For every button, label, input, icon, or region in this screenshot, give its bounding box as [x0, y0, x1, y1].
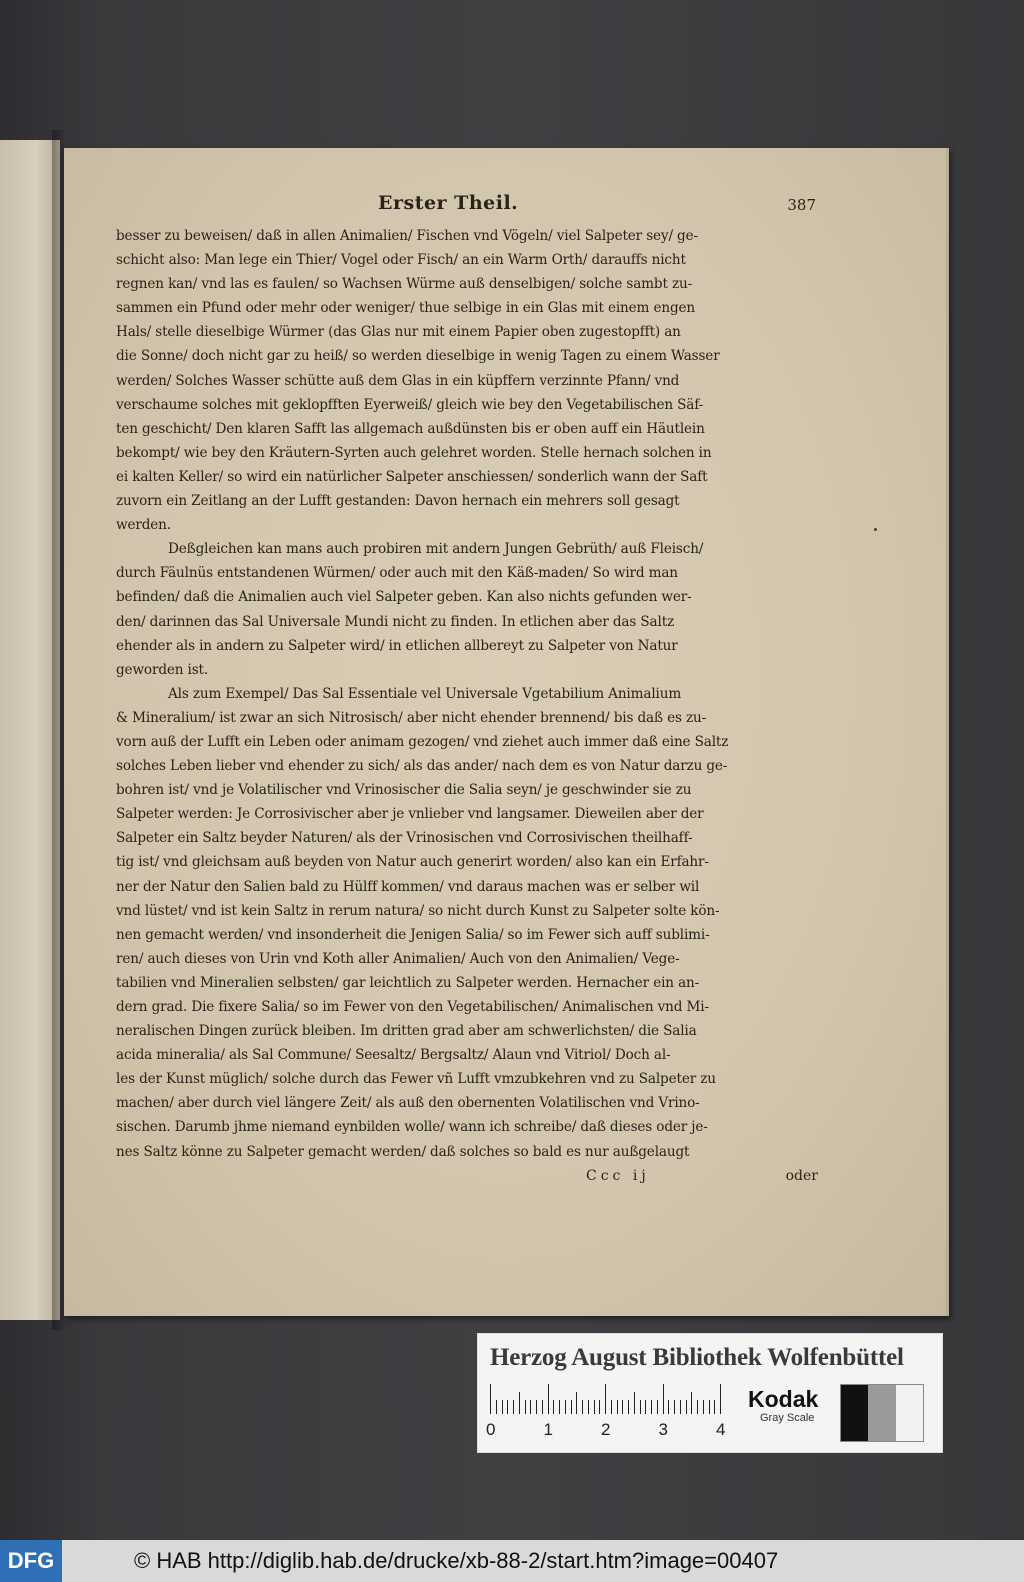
text-line: ren/ auch dieses von Urin vnd Koth aller Animalien/ Auch von den Animalien/ Vege- [116, 950, 680, 967]
ruler-tick [502, 1400, 503, 1414]
ruler-tick [548, 1384, 549, 1414]
text-line: vorn auß der Lufft ein Leben oder animam gezogen/ vnd ziehet auch immer daß eine Saltz [116, 733, 729, 750]
catchword: oder [785, 1167, 818, 1184]
ruler-tick [720, 1384, 721, 1414]
page-footer-line [116, 1166, 822, 1192]
text-line: nes Saltz könne zu Salpeter gemacht werden/ daß solches so bald es nur außgelaugt [116, 1143, 690, 1160]
text-line: regnen kan/ vnd las es faulen/ so Wachsen Würme auß denselbigen/ solche sambt zu- [116, 276, 693, 293]
ruler-tick [513, 1400, 514, 1414]
ruler-tick [628, 1400, 629, 1414]
gray-scale-label: Gray Scale [760, 1412, 815, 1424]
ruler-tick [640, 1400, 641, 1414]
ruler-tick [605, 1384, 606, 1414]
ruler-tick [553, 1400, 554, 1414]
ruler-tick [674, 1400, 675, 1414]
ruler-tick [496, 1400, 497, 1414]
paragraph [116, 537, 822, 682]
text-line: die Sonne/ doch nicht gar zu heiß/ so werden dieselbige in wenig Tagen zu einem Wasser [116, 348, 720, 365]
ruler-number: 1 [543, 1420, 553, 1439]
page-text-block [116, 190, 822, 1192]
text-line: den/ darinnen das Sal Universale Mundi nicht zu finden. In etlichen aber das Saltz [116, 613, 675, 630]
ink-spot [874, 528, 877, 531]
text-line: Als zum Exempel/ Das Sal Essentiale vel Universale Vgetabilium Animalium [168, 685, 682, 702]
ruler-tick [657, 1400, 658, 1414]
ruler-tick [714, 1400, 715, 1414]
ruler-tick [686, 1400, 687, 1414]
ruler-tick [582, 1400, 583, 1414]
ruler-tick [588, 1400, 589, 1414]
ruler-scale [490, 1384, 734, 1414]
text-line: ten geschicht/ Den klaren Safft las allgemach außdünsten bis er oben auff ein Häutlein [116, 420, 705, 437]
text-line: nen gemacht werden/ vnd insonderheit die Jenigen Salia/ so im Fewer sich auff sublimi- [116, 926, 710, 943]
text-line: werden/ Solches Wasser schütte auß dem Glas in ein küpffern verzinnte Pfann/ vnd [116, 372, 680, 389]
page-number: 387 [787, 196, 816, 214]
left-page-edge [0, 140, 60, 1320]
ruler-tick [622, 1400, 623, 1414]
copyright-url[interactable]: © HAB http://diglib.hab.de/drucke/xb-88-2/start.htm?image=00407 [134, 1548, 779, 1573]
dfg-logo: DFG [0, 1540, 62, 1582]
text-line: Deßgleichen kan mans auch probiren mit andern Jungen Gebrüth/ auß Fleisch/ [168, 541, 704, 558]
text-line: ei kalten Keller/ so wird ein natürlicher Salpeter anschiessen/ sonderlich wann der Saft [116, 468, 708, 485]
color-reference-card [478, 1334, 942, 1452]
text-line: machen/ aber durch viel längere Zeit/ als auß den obernenten Volatilischen vnd Vrino- [116, 1095, 700, 1112]
text-line: sammen ein Pfund oder mehr oder weniger/ thue selbige in ein Glas mit einem engen [116, 300, 695, 317]
ruler-number: 2 [601, 1420, 611, 1439]
text-line: Salpeter werden: Je Corrosivischer aber je vnlieber vnd langsamer. Dieweilen aber der [116, 806, 704, 823]
ruler-tick [519, 1392, 520, 1414]
ruler-tick [542, 1400, 543, 1414]
ruler-tick [490, 1384, 491, 1414]
ruler-tick [571, 1400, 572, 1414]
text-line: zuvorn ein Zeitlang an der Lufft gestanden: Davon hernach ein mehrers soll gesagt [116, 493, 680, 510]
ruler-tick [559, 1400, 560, 1414]
ruler-tick [645, 1400, 646, 1414]
gray-swatches [840, 1384, 924, 1442]
text-line: bohren ist/ vnd je Volatilischer vnd Vrinosischer die Salia seyn/ je geschwinder sie zu [116, 782, 692, 799]
text-line: acida mineralia/ als Sal Commune/ Seesaltz/ Bergsaltz/ Alaun vnd Vitriol/ Doch al- [116, 1047, 671, 1064]
text-line: solches Leben lieber vnd ehender zu sich/ als das ander/ nach dem es von Natur darzu ge- [116, 758, 728, 775]
library-name: Herzog August Bibliothek Wolfenbüttel [490, 1344, 904, 1371]
ruler-tick [663, 1384, 664, 1414]
text-line: tabilien vnd Mineralien selbsten/ gar leichtlich zu Salpeter werden. Hernacher ein an- [116, 974, 700, 991]
text-line: bekompt/ wie bey den Kräutern-Syrten auch gelehret worden. Stelle hernach solchen in [116, 444, 712, 461]
ruler-tick [525, 1400, 526, 1414]
text-line: dern grad. Die fixere Salia/ so im Fewer von den Vegetabilischen/ Animalischen vnd Mi- [116, 999, 709, 1015]
ruler-tick [611, 1400, 612, 1414]
ruler-tick [617, 1400, 618, 1414]
ruler-number: 0 [486, 1420, 496, 1439]
ruler-tick [576, 1392, 577, 1414]
text-line: & Mineralium/ ist zwar an sich Nitrosisch/ aber nicht ehender brennend/ bis daß es zu- [116, 709, 707, 726]
paragraph [116, 682, 822, 1164]
ruler-number: 3 [658, 1420, 668, 1439]
running-head [116, 190, 822, 224]
ruler-tick [709, 1400, 710, 1414]
kodak-logo: Kodak [748, 1386, 819, 1412]
gray-swatch [896, 1385, 923, 1441]
ruler-tick [599, 1400, 600, 1414]
paragraph [116, 224, 822, 537]
text-line: tig ist/ vnd gleichsam auß beyden von Natur auch generirt worden/ also kan ein Erfahr- [116, 854, 709, 871]
ruler-tick [594, 1400, 595, 1414]
ruler-tick [530, 1400, 531, 1414]
text-line: verschaume solches mit geklopfften Eyerweiß/ gleich wie bey den Vegetabilischen Säf- [116, 396, 704, 413]
text-line: besser zu beweisen/ daß in allen Animalien/ Fischen vnd Vögeln/ viel Salpeter sey/ ge- [116, 228, 698, 244]
ruler-tick [565, 1400, 566, 1414]
text-line: les der Kunst müglich/ solche durch das Fewer vñ Lufft vmzubkehren vnd zu Salpeter zu [116, 1071, 716, 1088]
footer-bar [0, 1540, 1024, 1582]
text-line: geworden ist. [116, 661, 209, 678]
ruler-tick [536, 1400, 537, 1414]
ruler-tick [507, 1400, 508, 1414]
text-line: Hals/ stelle dieselbige Würmer (das Glas nur mit einem Papier oben zugestopfft) an [116, 324, 681, 341]
ruler-tick [634, 1392, 635, 1414]
text-line: schicht also: Man lege ein Thier/ Vogel oder Fisch/ an ein Warm Orth/ darauffs nicht [116, 252, 686, 269]
gray-swatch [841, 1385, 868, 1441]
ruler-tick [668, 1400, 669, 1414]
ruler-tick [651, 1400, 652, 1414]
ruler-tick [703, 1400, 704, 1414]
ruler-tick [680, 1400, 681, 1414]
text-line: befinden/ daß die Animalien auch viel Salpeter geben. Kan also nichts gefunden wer- [116, 589, 692, 606]
text-line: vnd lüstet/ vnd ist kein Saltz in rerum natura/ so nicht durch Kunst zu Salpeter solte kön- [116, 902, 720, 919]
text-line: werden. [116, 517, 171, 534]
text-line: ner der Natur den Salien bald zu Hülff kommen/ vnd daraus machen was er selber wil [116, 878, 700, 895]
text-line: ehender als in andern zu Salpeter wird/ in etlichen allbereyt zu Salpeter von Natur [116, 637, 678, 654]
ruler-tick [697, 1400, 698, 1414]
text-line: Salpeter ein Saltz beyder Naturen/ als der Vrinosischen vnd Corrosivischen theilhaff- [116, 830, 693, 847]
ruler-number: 4 [716, 1420, 726, 1439]
body-text [116, 224, 822, 1164]
text-line: durch Fäulnüs entstandenen Würmen/ oder auch mit den Käß-maden/ So wird man [116, 565, 678, 582]
ruler-tick [691, 1392, 692, 1414]
text-line: neralischen Dingen zurück bleiben. Im dritten grad aber am schwerlichsten/ die Salia [116, 1023, 697, 1040]
signature-mark: Ccc ij [586, 1167, 650, 1184]
text-line: sischen. Darumb jhme niemand eynbilden wolle/ wann ich schreibe/ daß dieses oder je- [116, 1119, 708, 1136]
gray-swatch [868, 1385, 895, 1441]
header-title: Erster Theil. [378, 192, 519, 214]
